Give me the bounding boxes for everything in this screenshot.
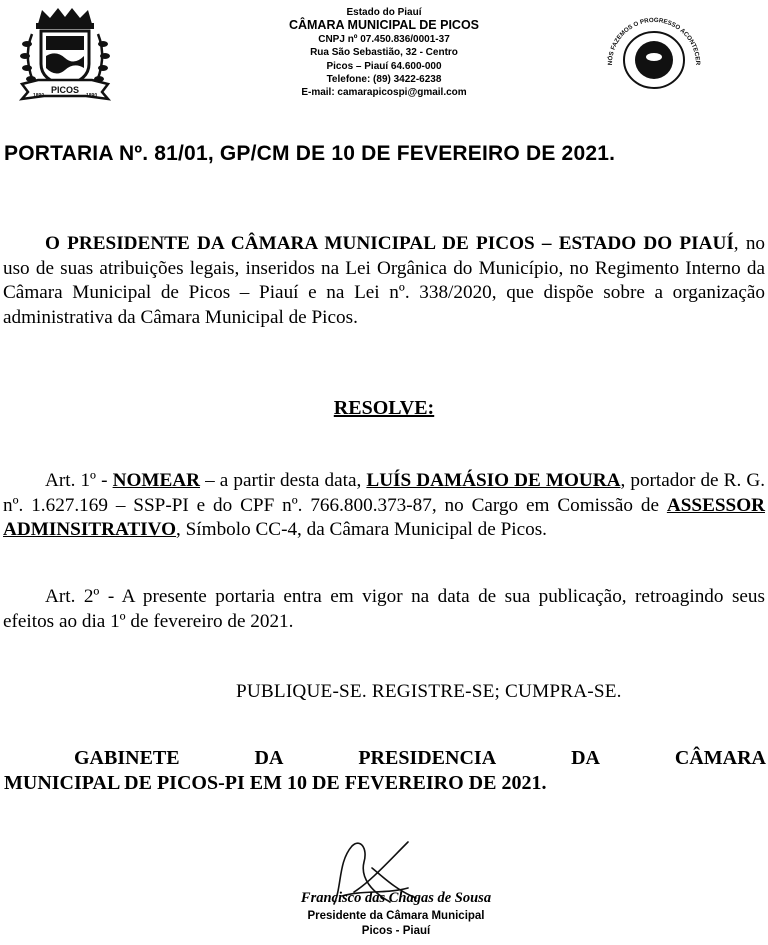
gabinete-word: CÂMARA bbox=[674, 747, 766, 769]
gabinete-date-line: MUNICIPAL DE PICOS-PI EM 10 DE FEVEREIRO DE 2021. bbox=[4, 772, 547, 794]
article-1-action: NOMEAR bbox=[112, 470, 200, 491]
gabinete-closing bbox=[4, 746, 766, 796]
letterhead-city: Picos – Piauí 64.600-000 bbox=[326, 60, 442, 72]
signatory-place: Picos - Piauí bbox=[361, 925, 431, 937]
appointee-position: ASSESSOR ADMINSITRATIVO bbox=[3, 494, 765, 540]
appointee-name: LUÍS DAMÁSIO DE MOURA bbox=[366, 470, 621, 491]
gabinete-word: PRESIDENCIA bbox=[358, 747, 497, 769]
letterhead-cnpj: CNPJ nº 07.450.836/0001-37 bbox=[318, 33, 450, 45]
crest-ribbon-label: PICOS bbox=[50, 85, 80, 95]
gabinete-word: GABINETE bbox=[74, 747, 180, 769]
signatory-name: Francisco das Chagas de Sousa bbox=[300, 890, 492, 906]
article-1-prefix: Art. 1º - bbox=[45, 470, 113, 491]
preamble-paragraph bbox=[3, 232, 765, 330]
letterhead-email: E-mail: camarapicospi@gmail.com bbox=[301, 87, 467, 99]
article-2 bbox=[3, 585, 765, 634]
seal-motto: NÓS FAZEMOS O PROGRESSO ACONTECER bbox=[606, 16, 702, 66]
preamble-text: , no uso de suas atribuições legais, inseridos na Lei Orgânica do Município, no Regimento Interno da Câmara Municipal de Picos – Piauí e na Lei nº. 338/2020, que dispõe sobre a organização administrativa da Câmara Municipal de Picos. bbox=[3, 233, 766, 328]
portaria-title: PORTARIA Nº. 81/01, GP/CM DE 10 DE FEVEREIRO DE 2021. bbox=[4, 142, 616, 165]
letterhead bbox=[190, 6, 578, 100]
publication-order: PUBLIQUE-SE. REGISTRE-SE; CUMPRA-SE. bbox=[236, 681, 622, 702]
article-1-text-1: – a partir desta data, bbox=[200, 470, 367, 491]
preamble-authority: O PRESIDENTE DA CÂMARA MUNICIPAL DE PICOS – ESTADO DO PIAUÍ bbox=[45, 233, 734, 254]
resolve-heading: RESOLVE: bbox=[333, 397, 435, 419]
crest-year-left: 1890 bbox=[33, 93, 45, 99]
letterhead-street: Rua São Sebastião, 32 - Centro bbox=[310, 47, 458, 59]
letterhead-state: Estado do Piauí bbox=[346, 7, 422, 18]
article-1-text-2: , portador de R. G. nº. 1.627.169 – SSP-PI e do CPF nº. 766.800.373-87, no Cargo em Comissão de bbox=[3, 470, 765, 516]
signatory-role: Presidente da Câmara Municipal bbox=[307, 910, 485, 922]
article-1 bbox=[3, 469, 765, 543]
letterhead-institution: CÂMARA MUNICIPAL DE PICOS bbox=[288, 18, 480, 33]
crest-year-right: 1890 bbox=[86, 93, 98, 99]
letterhead-phone: Telefone: (89) 3422-6238 bbox=[326, 74, 442, 86]
article-2-text: Art. 2º - A presente portaria entra em vigor na data de sua publicação, retroagindo seus efeitos ao dia 1º de fevereiro de 2021. bbox=[3, 586, 765, 632]
gabinete-word: DA bbox=[254, 747, 284, 769]
article-1-text-3: , Símbolo CC-4, da Câmara Municipal de Picos. bbox=[176, 519, 547, 540]
municipal-crest-icon bbox=[16, 4, 114, 102]
progress-seal-icon bbox=[598, 16, 710, 96]
gabinete-word: DA bbox=[571, 747, 600, 769]
